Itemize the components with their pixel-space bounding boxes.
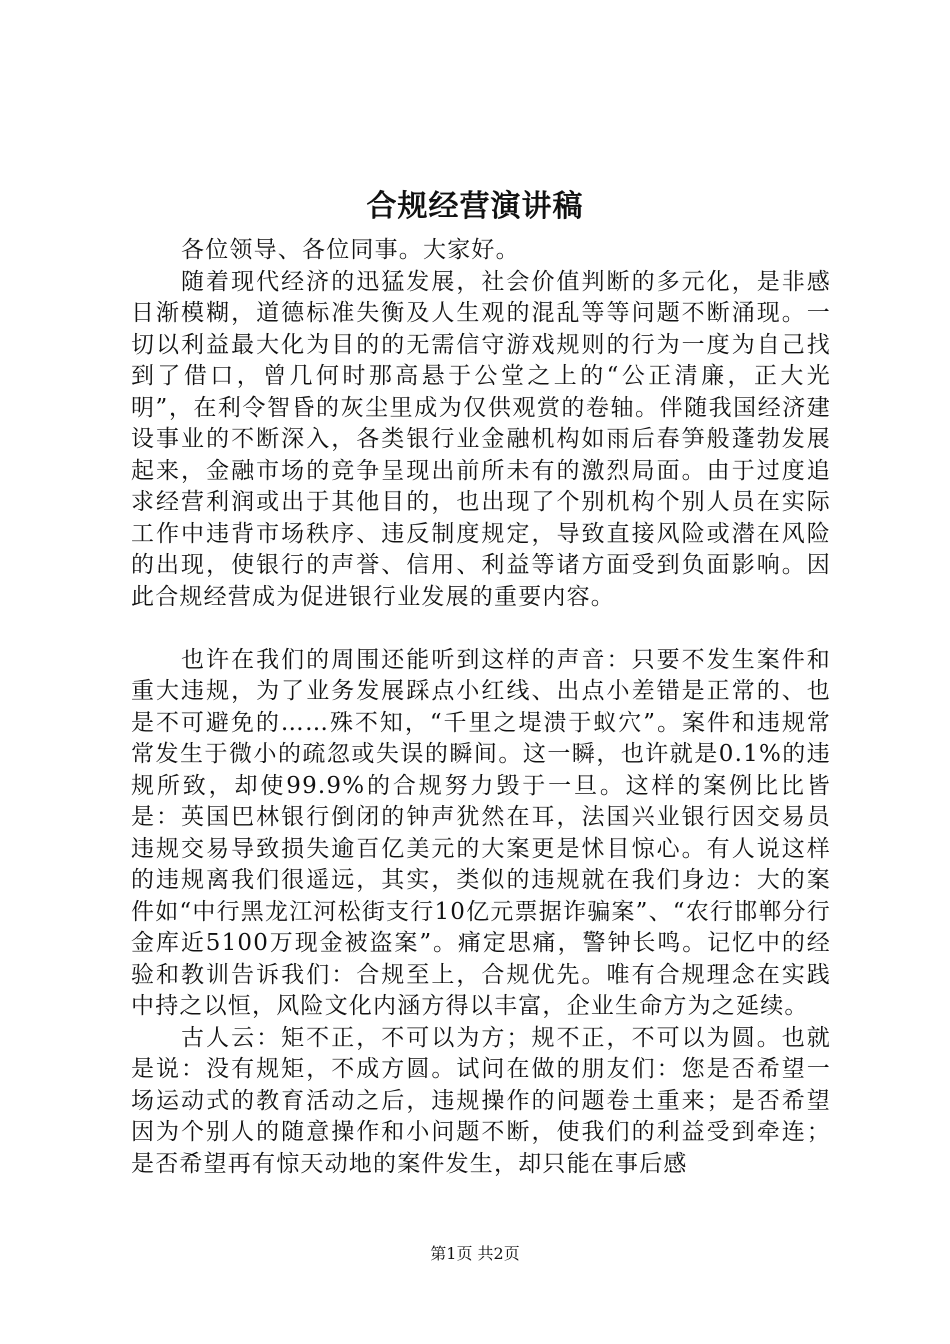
paragraph-greeting: 各位领导、各位同事。大家好。: [181, 237, 520, 263]
paragraph-spacer: [131, 613, 831, 645]
paragraph-risk: 也许在我们的周围还能听到这样的声音：只要不发生案件和重大违规，为了业务发展踩点小红线、出点小差错是正常的、也是不可避免的……殊不知，“千里之堤溃于蚁穴”。案件和违规常常发生于微小的疏忽或失误的瞬间。这一瞬，也许就是0.1%的违规所致，却使99.9%的合规努力毁于一旦。这样的案例比比皆是：英国巴林银行倒闭的钟声犹然在耳，法国兴业银行因交易员违规交易导致损失逾百亿美元的大案更是怵目惊心。有人说这样的违规离我们很遥远，其实，类似的违规就在我们身边：大的案件如“中行黑龙江河松街支行10亿元票据诈骗案”、“农行邯郸分行金库近5100万现金被盗案”。痛定思痛，警钟长鸣。记忆中的经验和教训告诉我们：合规至上，合规优先。唯有合规理念在实践中持之以恒，风险文化内涵方得以丰富，企业生命方为之延续。: [131, 646, 831, 1019]
document-body: [131, 235, 831, 1180]
paragraph-rules: 古人云：矩不正，不可以为方；规不正，不可以为圆。也就是说：没有规矩，不成方圆。试问在做的朋友们：您是否希望一场运动式的教育活动之后，违规操作的问题卷土重来；是否希望因为个别人的随意操作和小问题不断，使我们的利益受到牵连；是否希望再有惊天动地的案件发生，却只能在事后感: [131, 1024, 831, 1177]
document-title: 合规经营演讲稿: [366, 189, 584, 224]
paragraph-background: 随着现代经济的迅猛发展，社会价值判断的多元化，是非感日渐模糊，道德标准失衡及人生观的混乱等等问题不断涌现。一切以利益最大化为目的的无需信守游戏规则的行为一度为自己找到了借口，曾几何时那高悬于公堂之上的“公正清廉，正大光明”，在利令智昏的灰尘里成为仅供观赏的卷轴。伴随我国经济建设事业的不断深入，各类银行业金融机构如雨后春笋般蓬勃发展起来，金融市场的竞争呈现出前所未有的激烈局面。由于过度追求经营利润或出于其他目的，也出现了个别机构个别人员在实际工作中违背市场秩序、违反制度规定，导致直接风险或潜在风险的出现，使银行的声誉、信用、利益等诸方面受到负面影响。因此合规经营成为促进银行业发展的重要内容。: [131, 268, 831, 610]
page-footer: 第1页 共2页: [430, 1244, 520, 1263]
